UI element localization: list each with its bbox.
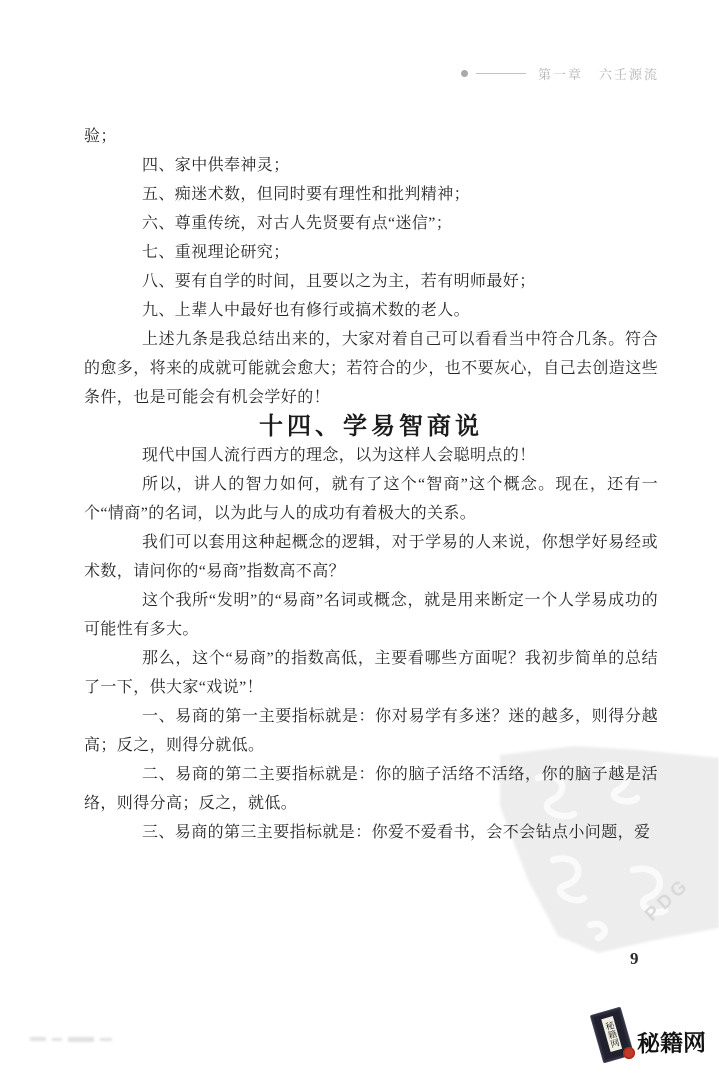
running-header [461,64,659,83]
paragraph: 这个我所“发明”的“易商”名词或概念，就是用来断定一个人学易成功的可能性有多大。 [84,592,658,638]
paragraph-continuation: 验； [84,128,117,145]
print-smudge [30,1030,140,1040]
logo-book-label: 秘籍网 [601,1016,622,1052]
logo-site-name: 秘籍网 [636,1030,707,1057]
paragraph: 我们可以套用这种起概念的逻辑，对于学易的人来说，你想学好易经或术数，请问你的“易商”指数高不高？ [84,534,658,580]
paragraph: 一、易商的第一主要指标就是：你对易学有多迷？迷的越多，则得分越高；反之，则得分就低。 [84,708,658,754]
header-dot-icon [461,70,468,77]
paragraph: 三、易商的第三主要指标就是：你爱不爱看书，会不会钻点小问题，爱 [142,824,651,841]
paragraph: 二、易商的第二主要指标就是：你的脑子活络不活络，你的脑子越是活络，则得分高；反之，就低。 [84,766,658,812]
list-item: 五、痴迷术数，但同时要有理性和批判精神； [142,186,471,203]
header-section-label: 六壬源流 [598,67,659,82]
paragraph: 现代中国人流行西方的理念，以为这样人会聪明点的！ [142,447,536,464]
header-chapter-label: 第一章 [537,67,583,82]
list-item: 九、上辈人中最好也有修行或搞术数的老人。 [142,302,471,319]
page-number: 9 [630,949,639,968]
paragraph: 上述九条是我总结出来的，大家对着自己可以看看当中符合几条。符合的愈多，将来的成就可能就会愈大；若符合的少，也不要灰心，自己去创造这些条件，也是可能会有机会学好的！ [84,331,659,406]
page-body [84,122,658,847]
section-title: 十四、学易智商说 [259,413,483,440]
list-item: 六、尊重传统，对古人先贤要有点“迷信”； [142,215,453,232]
list-item: 四、家中供奉神灵； [142,157,290,174]
logo-seal-icon [623,1047,635,1059]
paragraph: 所以，讲人的智力如何，就有了这个“智商”这个概念。现在，还有一个“情商”的名词，以为此与人的成功有着极大的关系。 [84,476,658,522]
paragraph: 那么，这个“易商”的指数高低，主要看哪些方面呢？我初步简单的总结了一下，供大家“戏说”！ [84,650,658,696]
list-item: 八、要有自学的时间，且要以之为主，若有明师最好； [142,273,536,290]
watermark-pdg-text: PDG [641,874,695,926]
header-rule [476,73,526,74]
list-item: 七、重视理论研究； [142,244,290,261]
